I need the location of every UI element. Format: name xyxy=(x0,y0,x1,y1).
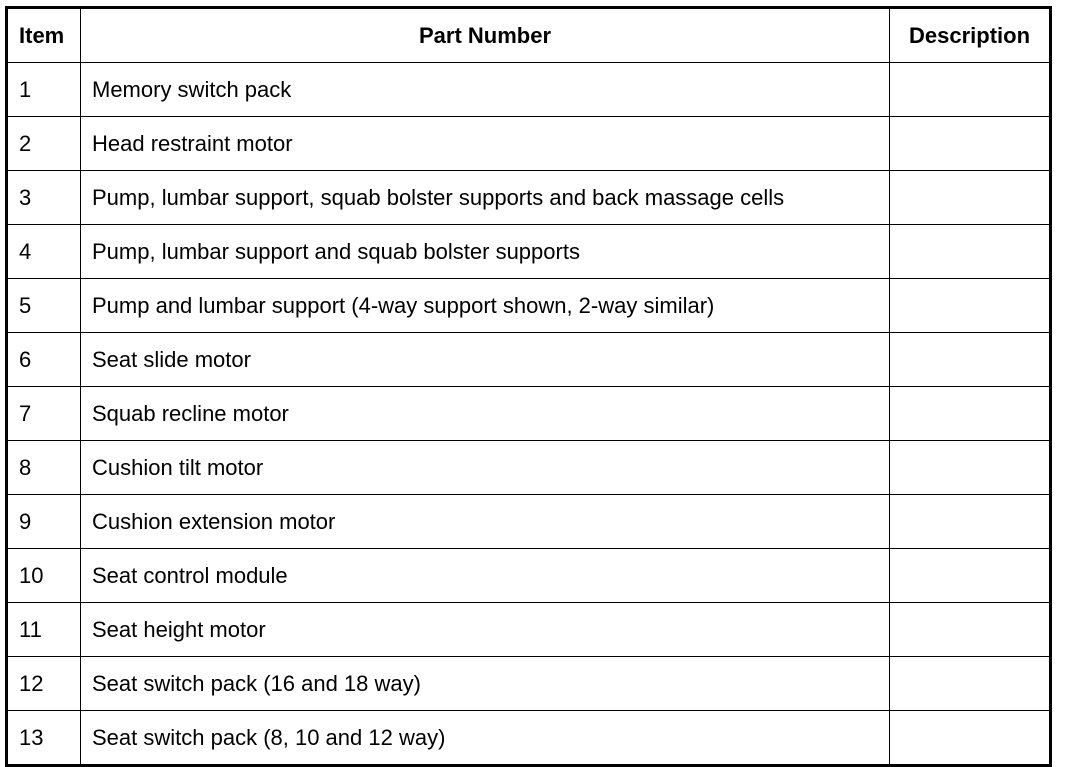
item-cell: 12 xyxy=(7,657,81,711)
part-number-cell: Seat slide motor xyxy=(81,333,890,387)
table-header xyxy=(7,8,1051,63)
header-row xyxy=(7,8,1051,63)
part-number-cell: Seat control module xyxy=(81,549,890,603)
item-cell: 7 xyxy=(7,387,81,441)
description-cell xyxy=(890,279,1051,333)
item-cell: 1 xyxy=(7,63,81,117)
item-cell: 8 xyxy=(7,441,81,495)
description-cell xyxy=(890,549,1051,603)
parts-table xyxy=(5,6,1052,767)
table-row xyxy=(7,279,1051,333)
table-row xyxy=(7,711,1051,766)
table-row xyxy=(7,117,1051,171)
part-number-cell: Seat switch pack (16 and 18 way) xyxy=(81,657,890,711)
table-row xyxy=(7,603,1051,657)
column-header-description: Description xyxy=(890,8,1051,63)
part-number-cell: Seat height motor xyxy=(81,603,890,657)
table-row xyxy=(7,657,1051,711)
description-cell xyxy=(890,225,1051,279)
part-number-cell: Pump, lumbar support and squab bolster supports xyxy=(81,225,890,279)
table-row xyxy=(7,333,1051,387)
part-number-cell: Head restraint motor xyxy=(81,117,890,171)
column-header-part-number: Part Number xyxy=(81,8,890,63)
item-cell: 2 xyxy=(7,117,81,171)
description-cell xyxy=(890,657,1051,711)
item-cell: 3 xyxy=(7,171,81,225)
description-cell xyxy=(890,333,1051,387)
part-number-cell: Pump, lumbar support, squab bolster supports and back massage cells xyxy=(81,171,890,225)
item-cell: 5 xyxy=(7,279,81,333)
description-cell xyxy=(890,117,1051,171)
description-cell xyxy=(890,603,1051,657)
item-cell: 11 xyxy=(7,603,81,657)
description-cell xyxy=(890,63,1051,117)
part-number-cell: Cushion extension motor xyxy=(81,495,890,549)
part-number-cell: Seat switch pack (8, 10 and 12 way) xyxy=(81,711,890,766)
table-body xyxy=(7,63,1051,766)
description-cell xyxy=(890,495,1051,549)
table-row xyxy=(7,63,1051,117)
table-row xyxy=(7,495,1051,549)
description-cell xyxy=(890,711,1051,766)
item-cell: 4 xyxy=(7,225,81,279)
item-cell: 9 xyxy=(7,495,81,549)
description-cell xyxy=(890,441,1051,495)
table-row xyxy=(7,171,1051,225)
column-header-item: Item xyxy=(7,8,81,63)
description-cell xyxy=(890,387,1051,441)
part-number-cell: Squab recline motor xyxy=(81,387,890,441)
table-row xyxy=(7,441,1051,495)
part-number-cell: Pump and lumbar support (4-way support shown, 2-way similar) xyxy=(81,279,890,333)
description-cell xyxy=(890,171,1051,225)
table-row xyxy=(7,549,1051,603)
item-cell: 6 xyxy=(7,333,81,387)
table-row xyxy=(7,225,1051,279)
part-number-cell: Cushion tilt motor xyxy=(81,441,890,495)
item-cell: 13 xyxy=(7,711,81,766)
part-number-cell: Memory switch pack xyxy=(81,63,890,117)
item-cell: 10 xyxy=(7,549,81,603)
table-row xyxy=(7,387,1051,441)
